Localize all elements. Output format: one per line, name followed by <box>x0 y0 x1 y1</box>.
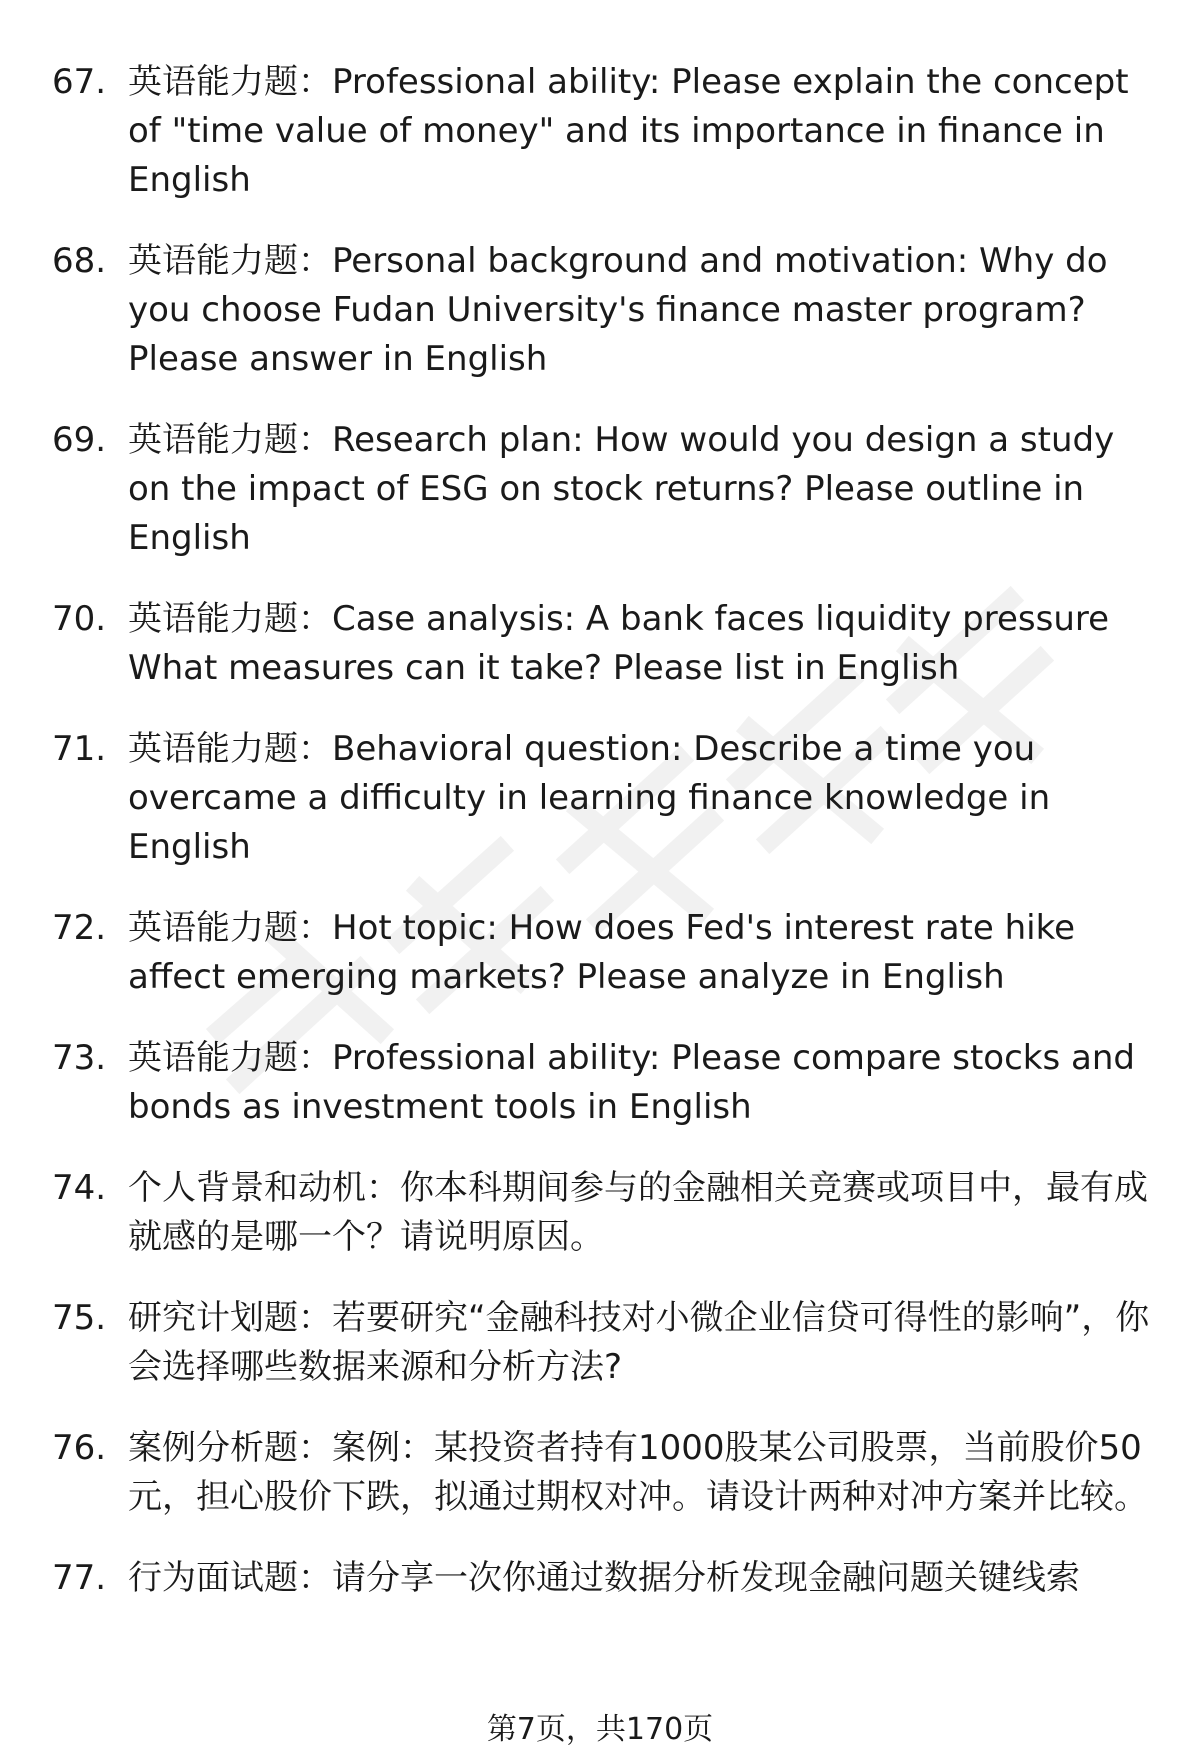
question-number: 74. <box>52 1168 107 1208</box>
question-number: 72. <box>52 908 107 948</box>
question-item-71 <box>52 725 1162 872</box>
question-text: 英语能力题：Hot topic: How does Fed's interest rate hike affect emerging markets? Please analyze in English <box>128 908 1076 997</box>
question-text: 英语能力题：Research plan: How would you design a study on the impact of ESG on stock returns? Please outline in English <box>128 420 1115 558</box>
question-text: 个人背景和动机：你本科期间参与的金融相关竞赛或项目中，最有成就感的是哪一个？请说明原因。 <box>128 1168 1148 1257</box>
question-item-76 <box>52 1424 1162 1522</box>
question-item-72 <box>52 904 1162 1002</box>
page-footer: 第7页，共170页 <box>486 1712 714 1747</box>
question-text: 英语能力题：Behavioral question: Describe a time you overcame a difficulty in learning finance knowledge in English <box>128 729 1051 867</box>
question-text: 英语能力题：Professional ability: Please compare stocks and bonds as investment tools in English <box>128 1038 1135 1127</box>
question-item-68 <box>52 237 1162 384</box>
question-list <box>52 58 1162 1635</box>
question-number: 73. <box>52 1038 107 1078</box>
question-item-73 <box>52 1034 1162 1132</box>
question-number: 67. <box>52 62 107 102</box>
question-item-70 <box>52 595 1162 693</box>
question-item-75 <box>52 1294 1162 1392</box>
question-number: 77. <box>52 1558 107 1598</box>
question-item-69 <box>52 416 1162 563</box>
question-number: 75. <box>52 1298 107 1338</box>
question-number: 69. <box>52 420 107 460</box>
question-text: 英语能力题：Professional ability: Please explain the concept of "time value of money" and its importance in finance in English <box>128 62 1129 200</box>
question-number: 76. <box>52 1428 107 1468</box>
question-text: 英语能力题：Case analysis: A bank faces liquidity pressure What measures can it take? Please list in English <box>128 599 1110 688</box>
question-text: 研究计划题：若要研究“金融科技对小微企业信贷可得性的影响”，你会选择哪些数据来源和分析方法? <box>128 1298 1150 1387</box>
question-item-67 <box>52 58 1162 205</box>
question-text: 英语能力题：Personal background and motivation: Why do you choose Fudan University's finance master program? Please answer in English <box>128 241 1108 379</box>
question-text: 行为面试题：请分享一次你通过数据分析发现金融问题关键线索 <box>128 1558 1080 1598</box>
question-text: 案例分析题：案例：某投资者持有1000股某公司股票，当前股价50元，担心股价下跌，拟通过期权对冲。请设计两种对冲方案并比较。 <box>128 1428 1148 1517</box>
question-number: 70. <box>52 599 107 639</box>
question-item-77 <box>52 1554 1162 1603</box>
question-number: 71. <box>52 729 107 769</box>
question-item-74 <box>52 1164 1162 1262</box>
question-number: 68. <box>52 241 107 281</box>
